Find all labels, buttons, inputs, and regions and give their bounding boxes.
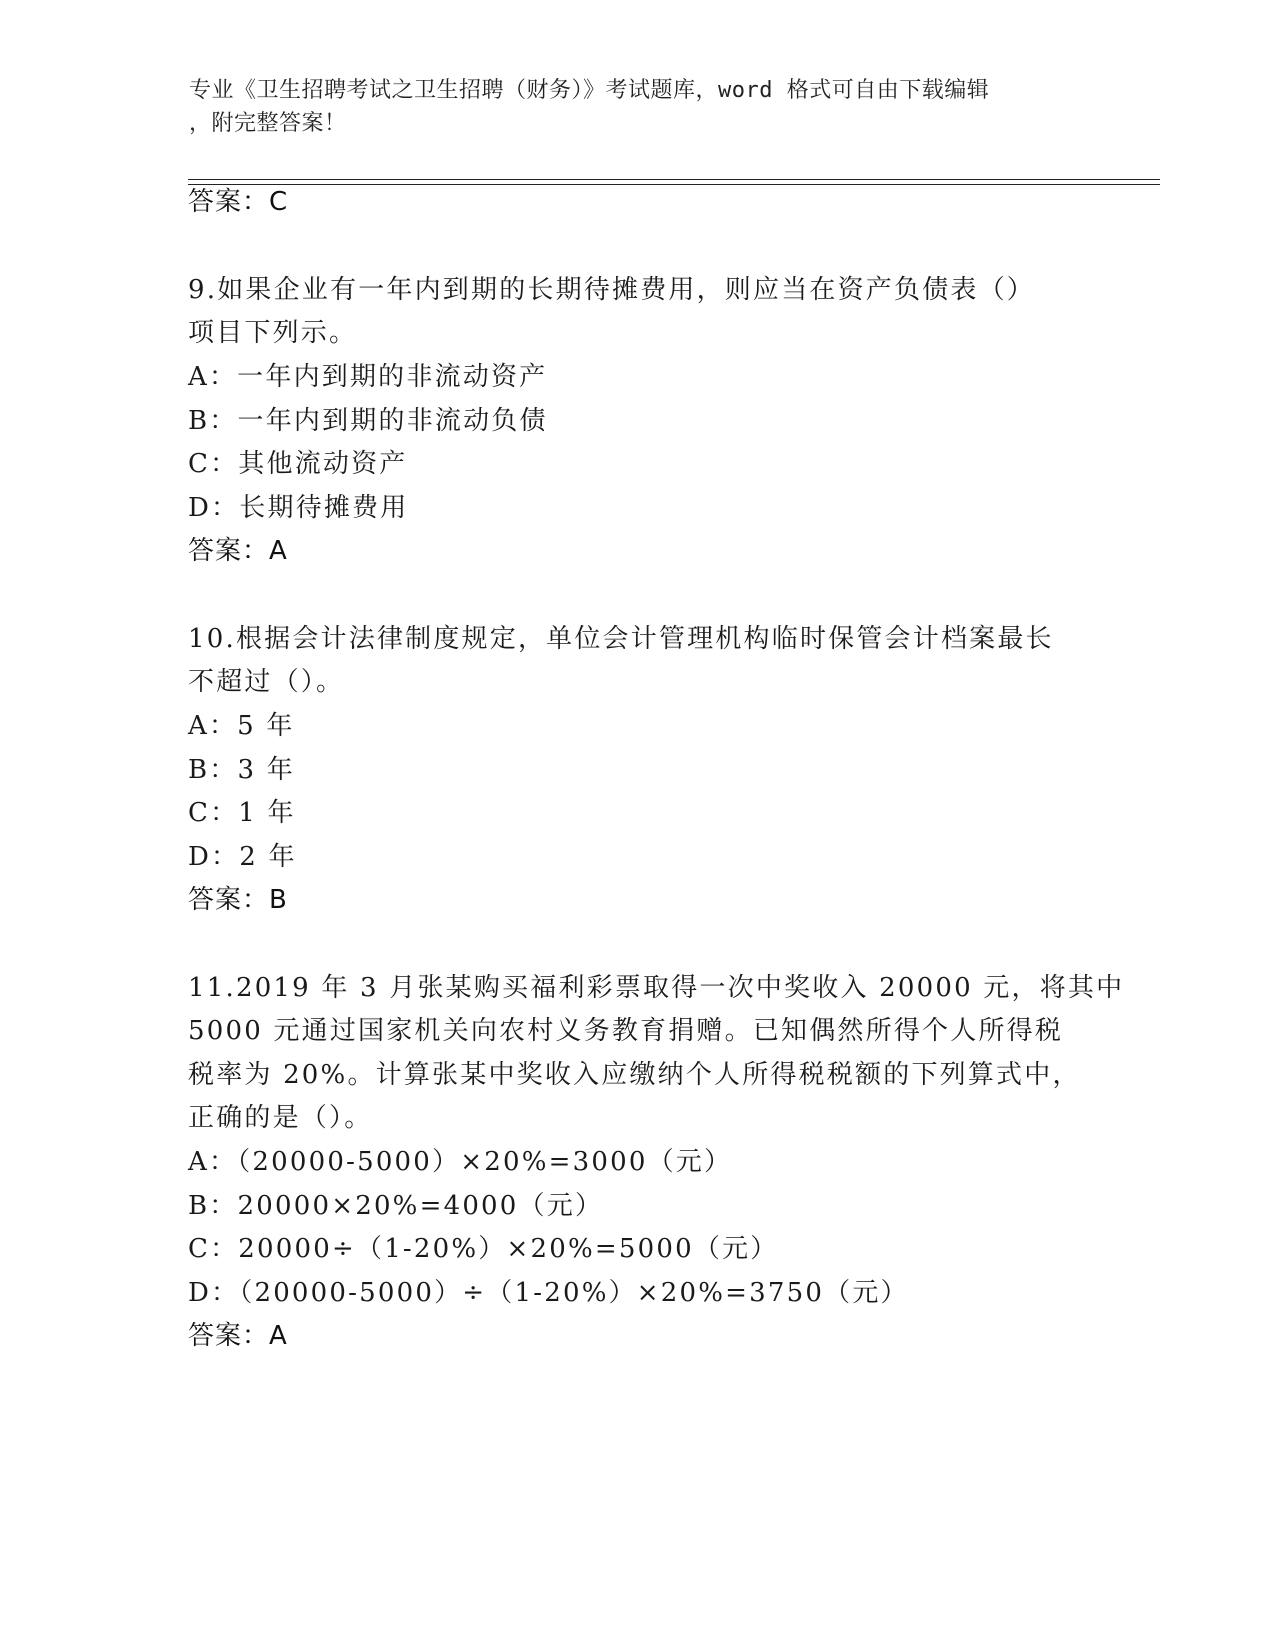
question-10-option-b: B：3 年 <box>188 755 295 785</box>
question-10-answer: 答案：B <box>188 885 288 915</box>
question-11-stem-line-1: 11.2019 年 3 月张某购买福利彩票取得一次中奖收入 20000 元，将其中 <box>188 973 1125 1003</box>
question-10-stem-line-2: 不超过（）。 <box>188 667 345 697</box>
question-10-option-c: C：1 年 <box>188 798 296 828</box>
question-11-stem-line-3: 税率为 20%。计算张某中奖收入应缴纳个人所得税税额的下列算式中， <box>188 1060 1081 1090</box>
document-header <box>189 74 1079 140</box>
header-divider-bottom <box>188 184 1160 185</box>
question-9-stem-line-1: 9.如果企业有一年内到期的长期待摊费用，则应当在资产负债表（） <box>188 275 1036 305</box>
question-9-option-b: B：一年内到期的非流动负债 <box>188 406 548 436</box>
question-10-stem-line-1: 10.根据会计法律制度规定，单位会计管理机构临时保管会计档案最长 <box>188 624 1054 654</box>
question-11-option-a: A：（20000-5000）×20%=3000（元） <box>188 1147 733 1177</box>
question-11-stem-line-2: 5000 元通过国家机关向农村义务教育捐赠。已知偶然所得个人所得税 <box>188 1016 1064 1046</box>
header-line-2: ，附完整答案！ <box>189 111 347 136</box>
question-10-option-a: A：5 年 <box>188 711 295 741</box>
question-11-stem-line-4: 正确的是（）。 <box>188 1103 373 1133</box>
question-11-option-b: B：20000×20%=4000（元） <box>188 1191 604 1221</box>
question-10-option-d: D：2 年 <box>188 842 297 872</box>
question-9-option-d: D：长期待摊费用 <box>188 493 409 523</box>
question-11-option-d: D：（20000-5000）÷（1-20%）×20%=3750（元） <box>188 1278 909 1308</box>
question-9-option-c: C：其他流动资产 <box>188 449 408 479</box>
question-11-answer: 答案：A <box>188 1321 288 1351</box>
header-divider-top <box>188 179 1160 180</box>
question-9-stem-line-2: 项目下列示。 <box>188 318 358 348</box>
question-9-option-a: A：一年内到期的非流动资产 <box>188 362 548 392</box>
previous-answer: 答案：C <box>188 187 289 217</box>
question-9-answer: 答案：A <box>188 536 288 566</box>
question-11-option-c: C：20000÷（1-20%）×20%=5000（元） <box>188 1234 779 1264</box>
header-line-1: 专业《卫生招聘考试之卫生招聘（财务）》考试题库，word 格式可自由下载编辑 <box>189 78 990 103</box>
